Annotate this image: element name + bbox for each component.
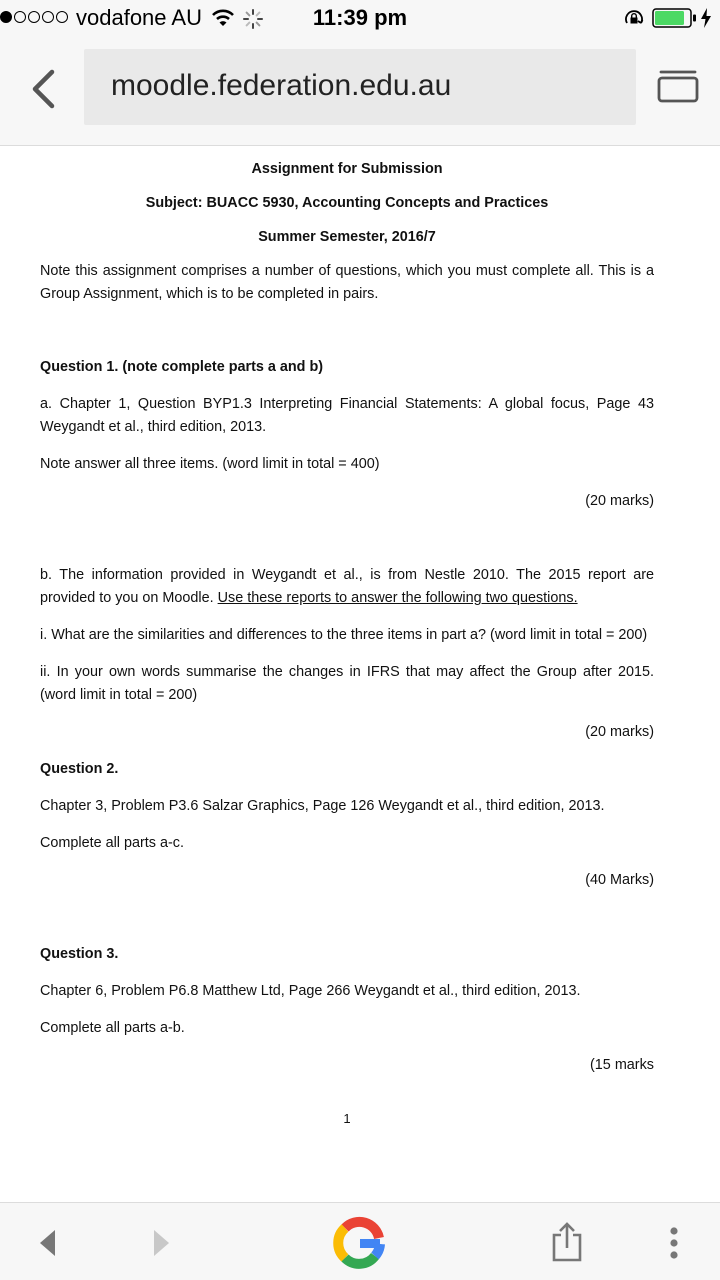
document-intro: Note this assignment comprises a number of questions, which you must complete all. This is a Group Assignment, which is to be completed in pairs. <box>40 263 654 302</box>
question-1-part-a: a. Chapter 1, Question BYP1.3 Interpreting Financial Statements: A global focus, Page 43 Weygandt et al., third edition, 2013. <box>40 396 654 435</box>
question-1-heading: Question 1. (note complete parts a and b) <box>40 359 324 375</box>
question-1-part-b-ii: ii. In your own words summarise the changes in IFRS that may affect the Group after 2015. (word limit in total = 200) <box>40 664 654 703</box>
question-3-note: Complete all parts a-b. <box>40 1020 185 1036</box>
question-3-text: Chapter 6, Problem P6.8 Matthew Ltd, Page 266 Weygandt et al., third edition, 2013. <box>40 983 581 999</box>
url-text: moodle.federation.edu.au <box>111 69 452 102</box>
address-bar[interactable] <box>84 49 636 125</box>
forward-arrow-icon[interactable] <box>151 1229 171 1262</box>
share-icon[interactable] <box>551 1221 583 1268</box>
question-1-part-b-lead: b. The information provided in Weygandt et al., is from Nestle 2010. The 2015 report are provided to you on Moodle. <box>40 567 654 606</box>
document-page <box>40 146 654 1130</box>
question-3-heading: Question 3. <box>40 946 119 962</box>
question-2-note: Complete all parts a-c. <box>40 835 184 851</box>
question-1-part-b-marks: (20 marks) <box>585 724 654 740</box>
tabs-icon[interactable] <box>656 68 700 109</box>
battery-icon <box>652 8 698 33</box>
clock: 11:39 pm <box>312 5 408 30</box>
bottom-toolbar <box>0 1202 720 1280</box>
browser-bar <box>0 40 720 146</box>
more-options-icon[interactable] <box>668 1227 680 1264</box>
question-1-part-a-marks: (20 marks) <box>585 493 654 509</box>
question-2-text: Chapter 3, Problem P3.6 Salzar Graphics, Page 126 Weygandt et al., third edition, 2013. <box>40 798 605 814</box>
status-bar <box>0 0 720 40</box>
question-1-part-b-i: i. What are the similarities and differences to the three items in part a? (word limit in total = 200) <box>40 627 648 643</box>
document-semester: Summer Semester, 2016/7 <box>258 229 436 245</box>
question-2-marks: (40 Marks) <box>585 872 654 888</box>
document-title: Assignment for Submission <box>251 161 443 177</box>
question-3-marks: (15 marks <box>590 1057 654 1073</box>
carrier-name: vodafone AU <box>76 5 202 30</box>
back-arrow-icon[interactable] <box>38 1229 58 1262</box>
question-1-part-b <box>40 564 654 610</box>
google-icon[interactable] <box>332 1215 388 1276</box>
chevron-left-icon[interactable] <box>28 68 58 110</box>
question-1-part-a-note: Note answer all three items. (word limit in total = 400) <box>40 456 380 472</box>
question-2-heading: Question 2. <box>40 761 119 777</box>
rotation-lock-icon <box>623 8 645 35</box>
charging-bolt-icon <box>700 7 712 34</box>
question-1-part-b-underlined: Use these reports to answer the following two questions. <box>217 590 578 606</box>
page-number: 1 <box>343 1111 351 1126</box>
document-subject: Subject: BUACC 5930, Accounting Concepts and Practices <box>145 195 549 211</box>
